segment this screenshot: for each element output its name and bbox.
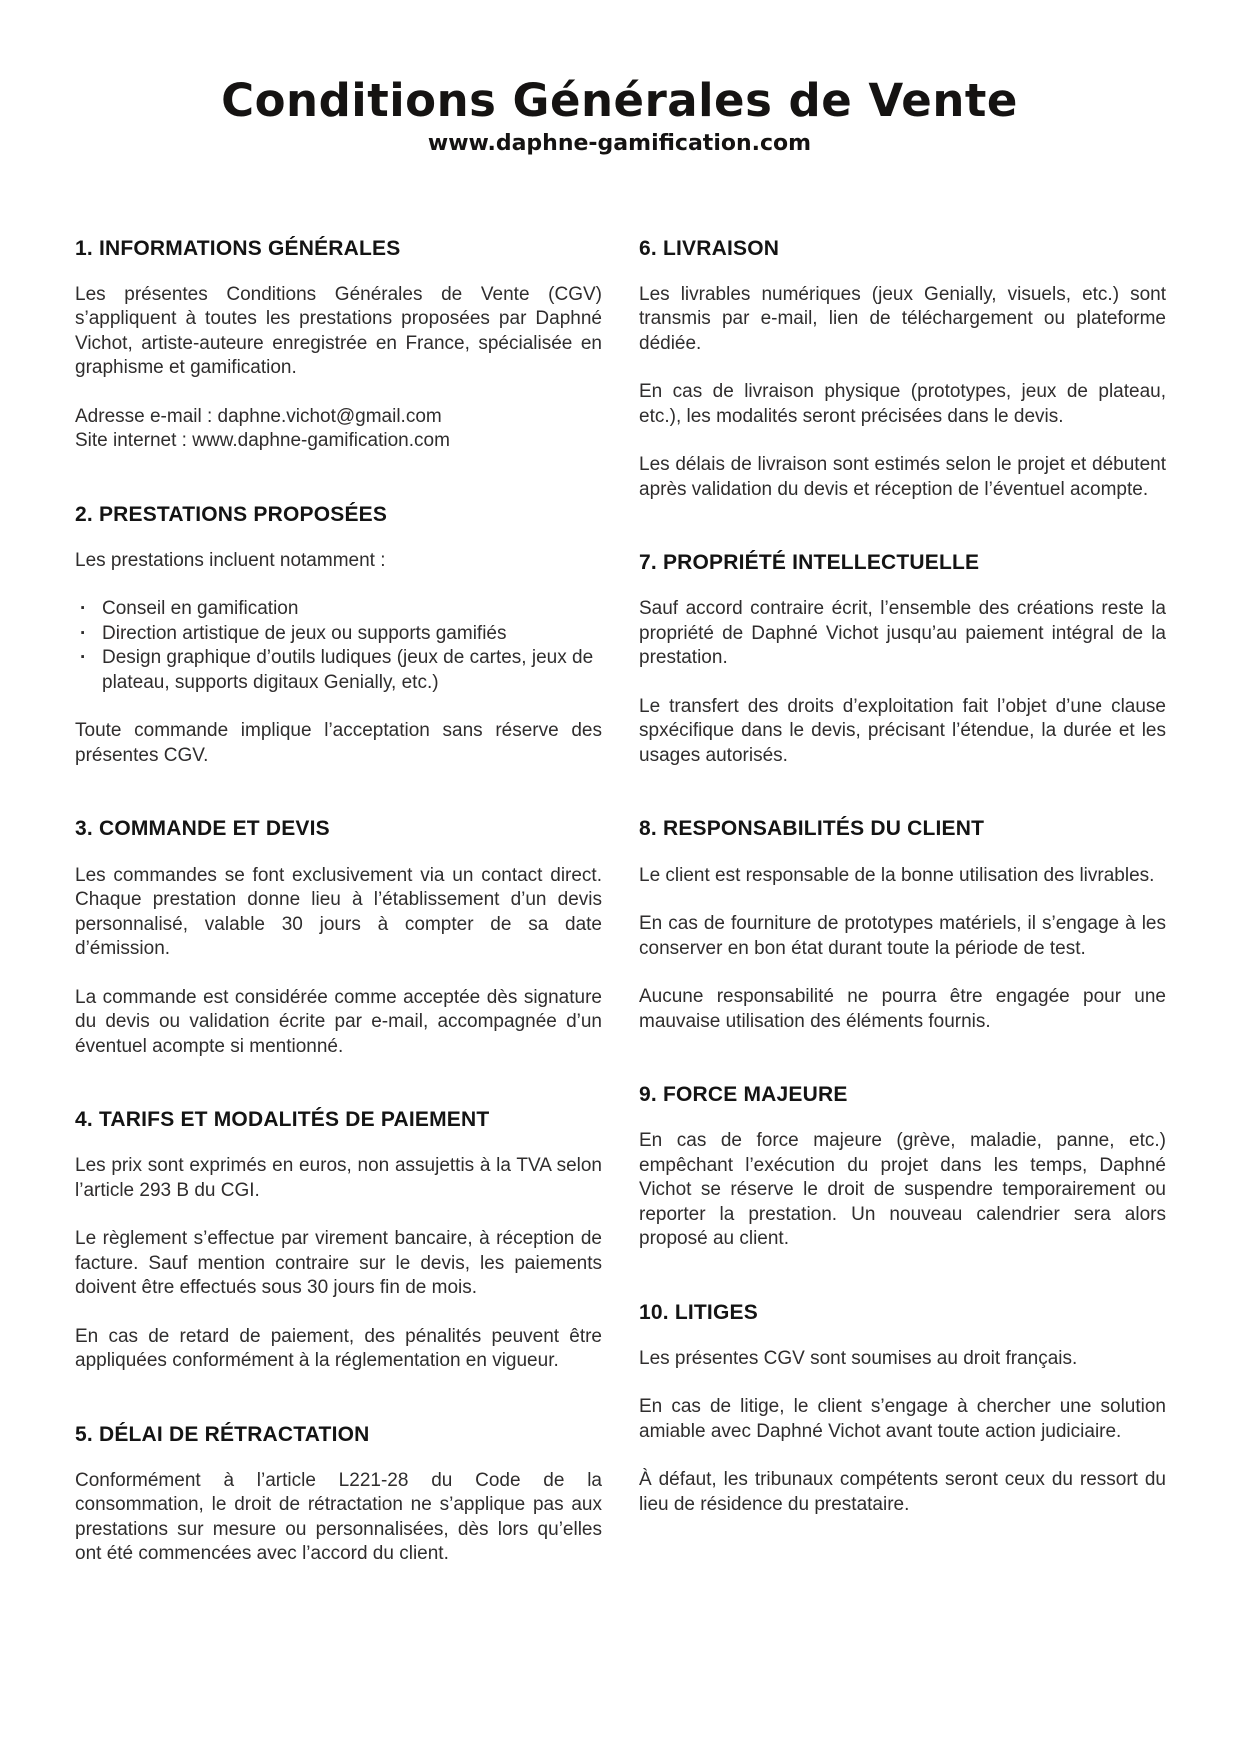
paragraph: Les commandes se font exclusivement via un contact direct. Chaque prestation donne lieu à l’établissement d’un devis personnalisé, valable 30 jours à compter de sa date d’émission. (75, 864, 602, 960)
paragraph: Le transfert des droits d’exploitation fait l’objet d’une clause spxécifique dans le devis, précisant l’étendue, la durée et les usages autorisés. (639, 695, 1166, 766)
list-item: · Design graphique d’outils ludiques (jeux de cartes, jeux de plateau, supports digitaux Genially, etc.) (75, 646, 602, 695)
contact-line: Site internet : www.daphne-gamification.com (75, 430, 450, 452)
section-heading: 5. DÉLAI DE RÉTRACTATION (75, 1422, 370, 1446)
paragraph: Le règlement s’effectue par virement bancaire, à réception de facture. Sauf mention contraire sur le devis, les paiements doivent être effectués sous 30 jours fin de mois. (75, 1228, 602, 1299)
section-heading: 6. LIVRAISON (639, 236, 780, 260)
paragraph: Les présentes Conditions Générales de Vente (CGV) s’appliquent à toutes les prestations proposées par Daphné Vichot, artiste-auteure enregistrée en France, spécialisée en graphisme et gamification. (75, 283, 602, 379)
paragraph: En cas de force majeure (grève, maladie, panne, etc.) empêchant l’exécution du projet dans les temps, Daphné Vichot se réserve le droit de suspendre temporairement ou reporter la prestation. Un nouveau calendrier sera alors proposé au client. (639, 1130, 1166, 1250)
section (75, 236, 602, 454)
section (639, 236, 1166, 503)
paragraph: Toute commande implique l’acceptation sans réserve des présentes CGV. (75, 720, 602, 766)
section-heading: 10. LITIGES (639, 1300, 758, 1324)
section (639, 550, 1166, 768)
section-heading: 2. PRESTATIONS PROPOSÉES (75, 502, 388, 526)
paragraph: En cas de fourniture de prototypes matériels, il s’engage à les conserver en bon état durant toute la période de test. (639, 913, 1166, 959)
section-heading: 9. FORCE MAJEURE (639, 1083, 848, 1107)
paragraph: Les livrables numériques (jeux Genially, visuels, etc.) sont transmis par e-mail, lien de téléchargement ou plateforme dédiée. (639, 283, 1166, 354)
section (75, 816, 602, 1059)
paragraph: En cas de litige, le client s’engage à chercher une solution amiable avec Daphné Vichot avant toute action judiciaire. (639, 1396, 1166, 1442)
section (75, 1107, 602, 1374)
section (639, 1300, 1166, 1518)
list-item: · Conseil en gamification (75, 597, 602, 622)
section-heading: 3. COMMANDE ET DEVIS (75, 817, 330, 841)
paragraph: Les délais de livraison sont estimés selon le projet et débutent après validation du devis et réception de l’éventuel acompte. (639, 454, 1166, 500)
document-header (0, 0, 1239, 156)
list-item: · Direction artistique de jeux ou supports gamifiés (75, 622, 602, 647)
paragraph: Le client est responsable de la bonne utilisation des livrables. (639, 864, 1155, 886)
paragraph: Sauf accord contraire écrit, l’ensemble des créations reste la propriété de Daphné Vichot jusqu’au paiement intégral de la prestation. (639, 598, 1166, 669)
left-column (75, 236, 602, 1615)
section-heading: 1. INFORMATIONS GÉNÉRALES (75, 236, 401, 260)
paragraph: Conformément à l’article L221-28 du Code de la consommation, le droit de rétractation ne s’applique pas aux prestations sur mesure ou personnalisées, dès lors qu’elles ont été commencées avec l’accord du client. (75, 1469, 602, 1565)
paragraph: Aucune responsabilité ne pourra être engagée pour une mauvaise utilisation des éléments fournis. (639, 986, 1166, 1032)
paragraph: Les prestations incluent notamment : (75, 549, 386, 571)
site-url: www.daphne-gamification.com (427, 130, 812, 156)
paragraph: En cas de livraison physique (prototypes, jeux de plateau, etc.), les modalités seront précisées dans le devis. (639, 381, 1166, 427)
section-heading: 4. TARIFS ET MODALITÉS DE PAIEMENT (75, 1108, 490, 1132)
section-heading: 7. PROPRIÉTÉ INTELLECTUELLE (639, 551, 980, 575)
section (75, 502, 602, 769)
page-title: Conditions Générales de Vente (221, 74, 1018, 127)
paragraph: À défaut, les tribunaux compétents seront ceux du ressort du lieu de résidence du prestataire. (639, 1469, 1166, 1515)
two-column-body (0, 236, 1239, 1615)
section-heading: 8. RESPONSABILITÉS DU CLIENT (639, 817, 985, 841)
right-column (639, 236, 1166, 1615)
contact-line: Adresse e-mail : daphne.vichot@gmail.com (75, 405, 442, 427)
contact-lines (75, 405, 602, 454)
paragraph: Les prix sont exprimés en euros, non assujettis à la TVA selon l’article 293 B du CGI. (75, 1155, 602, 1201)
paragraph: La commande est considérée comme acceptée dès signature du devis ou validation écrite par e-mail, accompagnée d’un éventuel acompte si mentionné. (75, 986, 602, 1057)
section (639, 816, 1166, 1034)
section (639, 1082, 1166, 1252)
section (75, 1422, 602, 1567)
paragraph: Les présentes CGV sont soumises au droit français. (639, 1347, 1078, 1369)
paragraph: En cas de retard de paiement, des pénalités peuvent être appliquées conformément à la réglementation en vigueur. (75, 1325, 602, 1372)
bullet-list (75, 597, 602, 695)
